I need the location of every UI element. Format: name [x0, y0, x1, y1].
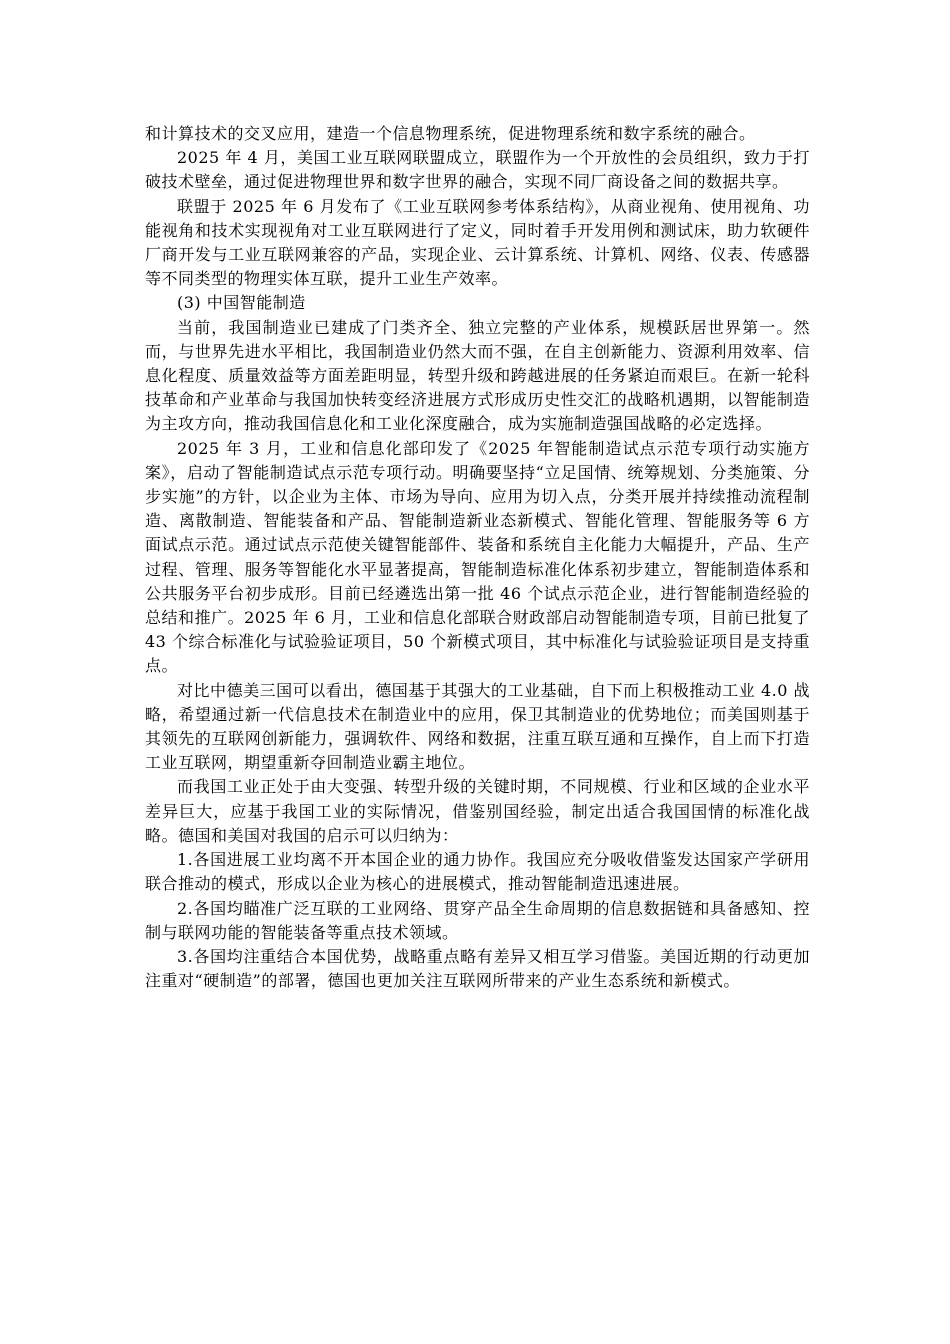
- section-heading-china-smart-manufacturing: (3) 中国智能制造: [177, 293, 306, 313]
- paragraph-china-manufacturing-status: 当前，我国制造业已建成了门类齐全、独立完整的产业体系，规模跃居世界第一。然而，与世界先进水平相比，我国制造业仍然大而不强，在自主创新能力、资源利用效率、信息化程度、质量效益等方面差距明显，转型升级和跨越进展的任务紧迫而艰巨。在新一轮科技革命和产业革命与我国加快转变经济进展方式形成历史性交汇的战略机遇期，以智能制造为主攻方向，推动我国信息化和工业化深度融合，成为实施制造强国战略的必定选择。: [145, 317, 810, 434]
- list-item-1: 1.各国进展工业均离不开本国企业的通力协作。我国应充分吸收借鉴发达国家产学研用联合推动的模式，形成以企业为核心的进展模式，推动智能制造迅速进展。: [145, 850, 810, 894]
- paragraph-china-strategy: 而我国工业正处于由大变强、转型升级的关键时期，不同规模、行业和区域的企业水平差异巨大，应基于我国工业的实际情况，借鉴别国经验，制定出适合我国国情的标准化战略。德国和美国对我国的启示可以归纳为：: [145, 777, 810, 845]
- paragraph-comparison: 对比中德美三国可以看出，德国基于其强大的工业基础，自下而上积极推动工业 4.0 战略，希望通过新一代信息技术在制造业中的应用，保卫其制造业的优势地位；而美国则基于其领先的互联网创新能力，强调软件、网络和数据，注重互联互通和互操作，自上而下打造工业互联网，期望重新夺回制造业霸主地位。: [145, 680, 810, 773]
- paragraph-iic-reference-architecture: 联盟于 2025 年 6 月发布了《工业互联网参考体系结构》，从商业视角、使用视角、功能视角和技术实现视角对工业互联网进行了定义，同时着手开发用例和测试床，助力软硬件厂商开发与工业互联网兼容的产品，实现企业、云计算系统、计算机、网络、仪表、传感器等不同类型的物理实体互联，提升工业生产效率。: [145, 196, 810, 289]
- document-page: [145, 122, 810, 993]
- list-item-2: 2.各国均瞄准广泛互联的工业网络、贯穿产品全生命周期的信息数据链和具备感知、控制与联网功能的智能装备等重点技术领域。: [145, 898, 810, 942]
- paragraph-continuation: 和计算技术的交叉应用，建造一个信息物理系统，促进物理系统和数字系统的融合。: [145, 124, 756, 143]
- paragraph-pilot-program: 2025 年 3 月，工业和信息化部印发了《2025 年智能制造试点示范专项行动实施方案》，启动了智能制造试点示范专项行动。明确要坚持“立足国情、统筹规划、分类施策、分步实施”的方针，以企业为主体、市场为导向、应用为切入点，分类开展并持续推动流程制造、离散制造、智能装备和产品、智能制造新业态新模式、智能化管理、智能服务等 6 方面试点示范。通过试点示范使关键智能部件、装备和系统自主化能力大幅提升，产品、生产过程、管理、服务等智能化水平显著提高，智能制造标准化体系初步建立，智能制造体系和公共服务平台初步成形。目前已经遴选出第一批 46 个试点示范企业，进行智能制造经验的总结和推广。2025 年 6 月，工业和信息化部联合财政部启动智能制造专项，目前已批复了 43 个综合标准化与试验验证项目，50 个新模式项目，其中标准化与试验验证项目是支持重点。: [145, 438, 810, 676]
- list-item-3: 3.各国均注重结合本国优势，战略重点略有差异又相互学习借鉴。美国近期的行动更加注重对“硬制造”的部署，德国也更加关注互联网所带来的产业生态系统和新模式。: [145, 946, 810, 991]
- paragraph-iic-founding: 2025 年 4 月，美国工业互联网联盟成立，联盟作为一个开放性的会员组织，致力于打破技术壁垒，通过促进物理世界和数字世界的融合，实现不同厂商设备之间的数据共享。: [145, 148, 810, 192]
